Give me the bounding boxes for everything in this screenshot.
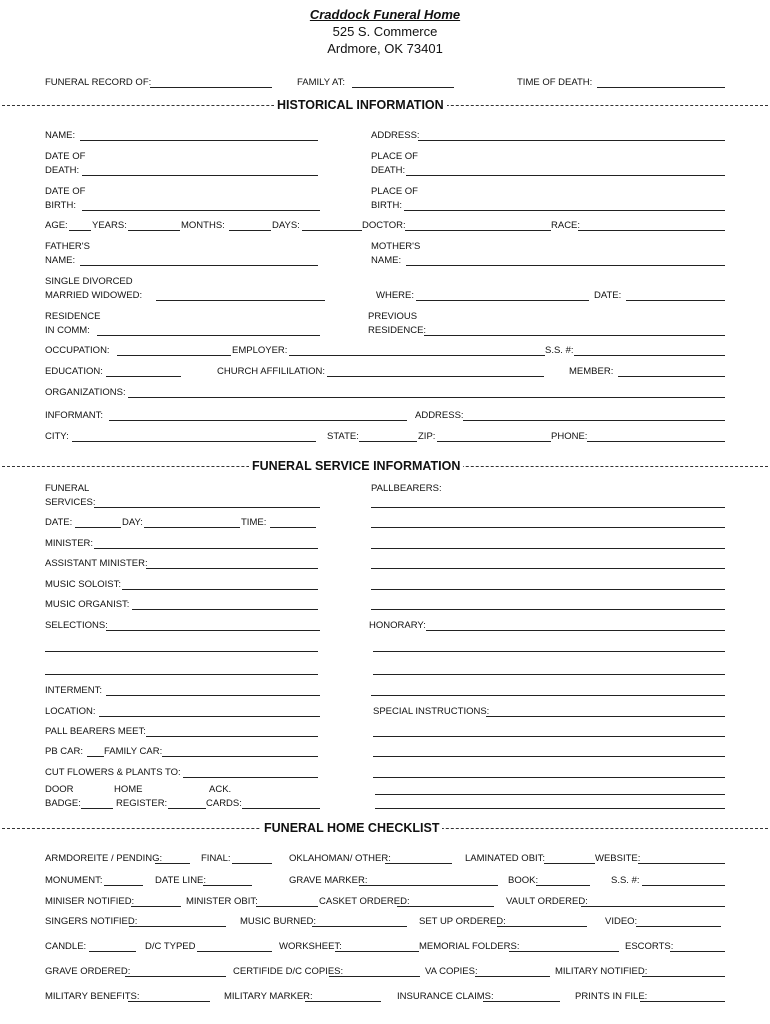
informant-label: INFORMANT: — [45, 410, 104, 421]
service-time-label: TIME: — [241, 517, 267, 528]
memorial-folders-field[interactable] — [509, 951, 619, 952]
prints-in-file-label: PRINTS IN FILE: — [575, 991, 648, 1002]
historical-section-title: HISTORICAL INFORMATION — [274, 97, 447, 113]
miniser-notified-label: MINISER NOTIFIED: — [45, 896, 135, 907]
ack-label: ACK. — [209, 784, 232, 795]
honorary-label: HONORARY: — [369, 620, 426, 631]
worksheet-label: WORKSHEET: — [279, 941, 342, 952]
place-of-death-field[interactable] — [406, 175, 725, 176]
funeral-services-label-2: SERVICES: — [45, 497, 96, 508]
name-label: NAME: — [45, 130, 76, 141]
marital-status-label-2: MARRIED WIDOWED: — [45, 290, 143, 301]
badge-field[interactable] — [81, 808, 113, 809]
address-field[interactable] — [418, 140, 725, 141]
assistant-minister-field[interactable] — [146, 568, 318, 569]
fathers-name-label-2: NAME: — [45, 255, 76, 266]
service-day-field[interactable] — [144, 527, 240, 528]
candle-field[interactable] — [89, 951, 136, 952]
checklist-section-title: FUNERAL HOME CHECKLIST — [261, 820, 442, 836]
oklahoman-field[interactable] — [385, 863, 452, 864]
church-affiliation-field[interactable] — [327, 376, 544, 377]
interment-label: INTERMENT: — [45, 685, 102, 696]
pallbearer-line-1[interactable] — [371, 507, 725, 508]
music-organist-label: MUSIC ORGANIST: — [45, 599, 130, 610]
prints-in-file-field[interactable] — [640, 1001, 725, 1002]
pallbearers-label: PALLBEARERS: — [371, 483, 442, 494]
checklist-section-header — [0, 820, 770, 836]
video-field[interactable] — [636, 926, 721, 927]
church-affiliation-label: CHURCH AFFILILATION: — [217, 366, 326, 377]
laminated-obit-label: LAMINATED OBIT: — [465, 853, 546, 864]
final-field[interactable] — [232, 863, 272, 864]
military-marker-label: MILITARY MARKER: — [224, 991, 313, 1002]
pall-bearers-meet-label: PALL BEARERS MEET: — [45, 726, 146, 737]
family-at-label: FAMILY AT: — [297, 77, 346, 88]
va-copies-label: VA COPIES: — [425, 966, 478, 977]
door-label: DOOR — [45, 784, 74, 795]
education-label: EDUCATION: — [45, 366, 103, 377]
pb-car-label: PB CAR: — [45, 746, 84, 757]
pb-car-field[interactable] — [87, 756, 104, 757]
singers-notified-field[interactable] — [129, 926, 226, 927]
oklahoman-label: OKLAHOMAN/ OTHER: — [289, 853, 391, 864]
minister-label: MINISTER: — [45, 538, 94, 549]
insurance-claims-field[interactable] — [483, 1001, 560, 1002]
race-label: RACE: — [551, 220, 581, 231]
informant-field[interactable] — [109, 420, 407, 421]
state-label: STATE: — [327, 431, 359, 442]
informant-address-label: ADDRESS: — [415, 410, 464, 421]
member-field[interactable] — [618, 376, 725, 377]
family-car-label: FAMILY CAR: — [104, 746, 163, 757]
dc-typed-field[interactable] — [197, 951, 272, 952]
special-instructions-line-2[interactable] — [373, 736, 725, 737]
pallbearer-line-3[interactable] — [371, 548, 725, 549]
funeral-services-field[interactable] — [94, 507, 320, 508]
special-instructions-field[interactable] — [486, 716, 725, 717]
music-burned-label: MUSIC BURNED: — [240, 916, 317, 927]
zip-field[interactable] — [437, 441, 551, 442]
special-instructions-line-5[interactable] — [375, 794, 725, 795]
laminated-obit-field[interactable] — [544, 863, 595, 864]
state-field[interactable] — [359, 441, 417, 442]
family-at-field[interactable] — [352, 87, 454, 88]
previous-residence-label-1: PREVIOUS — [368, 311, 418, 322]
selections-field[interactable] — [106, 630, 320, 631]
mothers-name-label-1: MOTHER'S — [371, 241, 421, 252]
pallbearer-line-5[interactable] — [371, 589, 725, 590]
honorary-line-2[interactable] — [373, 651, 725, 652]
fathers-name-field[interactable] — [80, 265, 318, 266]
miniser-notified-field[interactable] — [131, 906, 181, 907]
pallbearer-line-6[interactable] — [371, 609, 725, 610]
grave-marker-label: GRAVE MARKER: — [289, 875, 368, 886]
date-line-field[interactable] — [203, 885, 252, 886]
va-copies-field[interactable] — [475, 976, 550, 977]
funeral-record-of-label: FUNERAL RECORD OF: — [45, 77, 152, 88]
place-of-death-label-2: DEATH: — [371, 165, 406, 176]
date-of-death-label-1: DATE OF — [45, 151, 86, 162]
website-label: WEBSITE: — [595, 853, 641, 864]
place-of-birth-field[interactable] — [404, 210, 725, 211]
register-field[interactable] — [168, 808, 206, 809]
singers-notified-label: SINGERS NOTIFIED: — [45, 916, 138, 927]
months-field[interactable] — [128, 230, 180, 231]
music-soloist-field[interactable] — [122, 589, 318, 590]
employer-field[interactable] — [289, 355, 545, 356]
occupation-label: OCCUPATION: — [45, 345, 110, 356]
address-line-1: 525 S. Commerce — [332, 24, 438, 39]
education-field[interactable] — [106, 376, 181, 377]
organizations-field[interactable] — [128, 397, 725, 398]
military-benefits-label: MILITARY BENEFITS: — [45, 991, 140, 1002]
date-of-death-label-2: DEATH: — [45, 165, 80, 176]
escorts-label: ESCORTS: — [625, 941, 674, 952]
set-up-ordered-field[interactable] — [497, 926, 587, 927]
days-field[interactable] — [229, 230, 271, 231]
book-label: BOOK: — [508, 875, 539, 886]
residence-label-2: IN COMM: — [45, 325, 90, 336]
doctor-field[interactable] — [405, 230, 551, 231]
badge-label: BADGE: — [45, 798, 81, 809]
previous-residence-label-2: RESIDENCE: — [368, 325, 427, 336]
occupation-field[interactable] — [117, 355, 231, 356]
city-label: CITY: — [45, 431, 69, 442]
military-notified-field[interactable] — [642, 976, 725, 977]
selections-line-3[interactable] — [45, 674, 318, 675]
certifide-dc-copies-label: CERTIFIDE D/C COPIES: — [233, 966, 344, 977]
date-of-birth-field[interactable] — [82, 210, 320, 211]
phone-field[interactable] — [587, 441, 725, 442]
where-field[interactable] — [416, 300, 589, 301]
final-label: FINAL: — [201, 853, 231, 864]
date-of-death-field[interactable] — [82, 175, 318, 176]
date-line-label: DATE LINE: — [155, 875, 207, 886]
special-instructions-line-3[interactable] — [373, 756, 725, 757]
service-day-label: DAY: — [122, 517, 143, 528]
home-label: HOME — [114, 784, 143, 795]
city-field[interactable] — [72, 441, 316, 442]
cut-flowers-label: CUT FLOWERS & PLANTS TO: — [45, 767, 181, 778]
race-field[interactable] — [578, 230, 725, 231]
place-of-birth-label-2: BIRTH: — [371, 200, 402, 211]
member-label: MEMBER: — [569, 366, 614, 377]
grave-ordered-label: GRAVE ORDERED: — [45, 966, 131, 977]
months-label: MONTHS: — [181, 220, 225, 231]
doctor-label: DOCTOR: — [362, 220, 406, 231]
ss-label: S.S. #: — [545, 345, 574, 356]
days-label: DAYS: — [272, 220, 300, 231]
service-date-label: DATE: — [45, 517, 73, 528]
page-title: Craddock Funeral Home — [309, 7, 461, 22]
monument-field[interactable] — [104, 885, 143, 886]
special-instructions-label: SPECIAL INSTRUCTIONS: — [373, 706, 490, 717]
cards-label: CARDS: — [206, 798, 242, 809]
ss-field[interactable] — [574, 355, 725, 356]
funeral-services-label-1: FUNERAL — [45, 483, 90, 494]
pallbearer-line-4[interactable] — [371, 568, 725, 569]
days-extra-field[interactable] — [302, 230, 362, 231]
location-label: LOCATION: — [45, 706, 96, 717]
time-of-death-field[interactable] — [597, 87, 725, 88]
certifide-dc-copies-field[interactable] — [329, 976, 420, 977]
monument-label: MONUMENT: — [45, 875, 103, 886]
military-marker-field[interactable] — [305, 1001, 381, 1002]
cut-flowers-field[interactable] — [183, 777, 318, 778]
residence-label-1: RESIDENCE — [45, 311, 101, 322]
mothers-name-field[interactable] — [406, 265, 725, 266]
website-field[interactable] — [638, 863, 725, 864]
address-line-2: Ardmore, OK 73401 — [327, 41, 443, 56]
music-soloist-label: MUSIC SOLOIST: — [45, 579, 122, 590]
mothers-name-label-2: NAME: — [371, 255, 402, 266]
date-label: DATE: — [594, 290, 622, 301]
insurance-claims-label: INSURANCE CLAIMS: — [397, 991, 494, 1002]
grave-ordered-field[interactable] — [125, 976, 226, 977]
honorary-field[interactable] — [426, 630, 725, 631]
checklist-ss-field[interactable] — [642, 885, 725, 886]
place-of-birth-label-1: PLACE OF — [371, 186, 418, 197]
location-field[interactable] — [99, 716, 320, 717]
previous-residence-field[interactable] — [424, 335, 725, 336]
book-field[interactable] — [536, 885, 590, 886]
set-up-ordered-label: SET UP ORDERED: — [419, 916, 506, 927]
minister-field[interactable] — [94, 548, 318, 549]
years-label: YEARS: — [92, 220, 127, 231]
date-field[interactable] — [626, 300, 725, 301]
assistant-minister-label: ASSISTANT MINISTER: — [45, 558, 148, 569]
address-label: ADDRESS: — [371, 130, 420, 141]
checklist-ss-label: S.S. #: — [611, 875, 640, 886]
where-label: WHERE: — [376, 290, 414, 301]
funeral-record-of-field[interactable] — [150, 87, 272, 88]
time-of-death-label: TIME OF DEATH: — [517, 77, 593, 88]
memorial-folders-label: MEMORIAL FOLDERS: — [419, 941, 520, 952]
marital-status-field[interactable] — [156, 300, 325, 301]
fathers-name-label-1: FATHER'S — [45, 241, 90, 252]
name-field[interactable] — [80, 140, 318, 141]
vault-ordered-field[interactable] — [581, 906, 725, 907]
special-instructions-line-6[interactable] — [375, 808, 725, 809]
date-of-birth-label-2: BIRTH: — [45, 200, 76, 211]
music-burned-field[interactable] — [312, 926, 407, 927]
service-date-field[interactable] — [75, 527, 121, 528]
age-label: AGE: — [45, 220, 68, 231]
service-section-title: FUNERAL SERVICE INFORMATION — [249, 458, 463, 474]
military-notified-label: MILITARY NOTIFIED: — [555, 966, 648, 977]
date-of-birth-label-1: DATE OF — [45, 186, 86, 197]
vault-ordered-label: VAULT ORDERED: — [506, 896, 588, 907]
music-organist-field[interactable] — [132, 609, 318, 610]
military-benefits-field[interactable] — [128, 1001, 210, 1002]
escorts-field[interactable] — [670, 951, 725, 952]
historical-section-header — [0, 97, 770, 113]
casket-ordered-label: CASKET ORDERED: — [319, 896, 410, 907]
informant-address-field[interactable] — [463, 420, 725, 421]
family-car-field[interactable] — [162, 756, 318, 757]
worksheet-field[interactable] — [335, 951, 419, 952]
pall-bearers-meet-field[interactable] — [146, 736, 318, 737]
place-of-death-label-1: PLACE OF — [371, 151, 418, 162]
candle-label: CANDLE: — [45, 941, 87, 952]
dc-typed-label: D/C TYPED — [145, 941, 196, 952]
grave-marker-field[interactable] — [359, 885, 498, 886]
honorary-line-3[interactable] — [373, 674, 725, 675]
armdoreite-field[interactable] — [155, 863, 190, 864]
residence-field[interactable] — [97, 335, 320, 336]
armdoreite-label: ARMDOREITE / PENDING: — [45, 853, 163, 864]
organizations-label: ORGANIZATIONS: — [45, 387, 126, 398]
zip-label: ZIP: — [418, 431, 436, 442]
interment-field[interactable] — [106, 695, 320, 696]
minister-obit-field[interactable] — [256, 906, 318, 907]
service-section-header — [0, 458, 770, 474]
marital-status-label-1: SINGLE DIVORCED — [45, 276, 133, 287]
service-time-field[interactable] — [270, 527, 316, 528]
pallbearer-line-2[interactable] — [371, 527, 725, 528]
selections-line-2[interactable] — [45, 651, 318, 652]
register-label: REGISTER: — [116, 798, 168, 809]
age-years-field[interactable] — [69, 230, 91, 231]
minister-obit-label: MINISTER OBIT: — [186, 896, 258, 907]
casket-ordered-field[interactable] — [397, 906, 494, 907]
video-label: VIDEO: — [605, 916, 638, 927]
special-instructions-line-4[interactable] — [373, 777, 725, 778]
selections-label: SELECTIONS: — [45, 620, 108, 631]
employer-label: EMPLOYER: — [232, 345, 288, 356]
phone-label: PHONE: — [551, 431, 588, 442]
cards-field[interactable] — [242, 808, 320, 809]
honorary-line-4[interactable] — [371, 695, 725, 696]
